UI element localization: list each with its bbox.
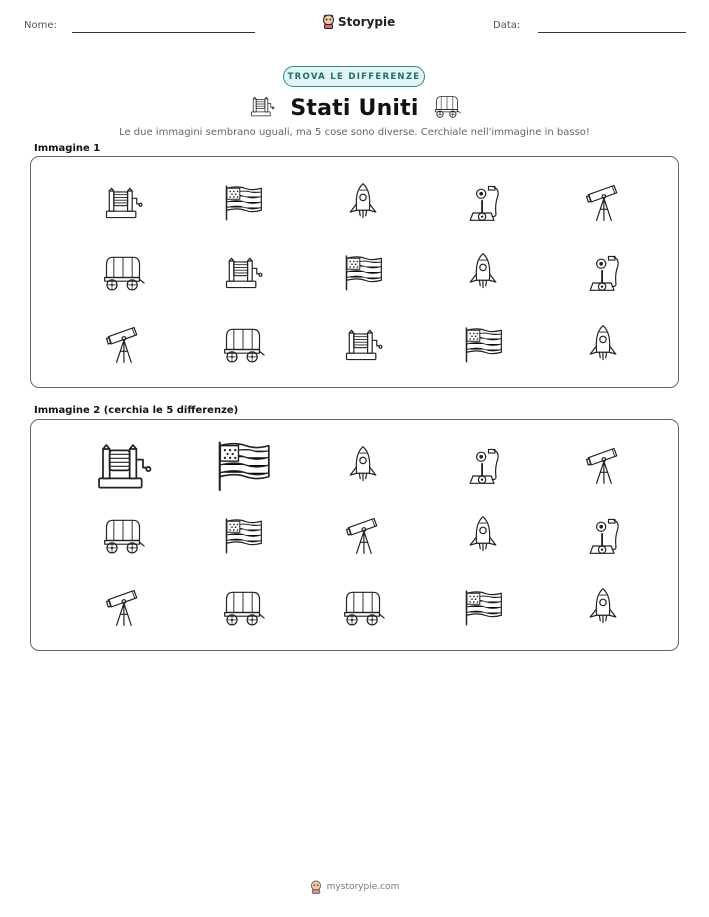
grid-cell [558,313,648,375]
grid-cell [438,241,528,303]
grid-cell[interactable] [438,504,528,566]
date-label: Data: [493,20,521,31]
grid-cell[interactable] [198,576,288,638]
grid-cell [198,241,288,303]
rocket-icon [341,443,385,487]
grid-cell[interactable] [318,576,408,638]
brand-name: Storypie [338,14,396,29]
telescope-icon [341,513,385,557]
rocket-icon [581,585,625,629]
phone-icon [461,443,505,487]
phone-icon [581,250,625,294]
flag-icon [221,513,265,557]
rocket-icon [581,322,625,366]
grid-cell [78,241,168,303]
winch-icon [248,92,276,124]
name-field[interactable] [72,32,255,33]
grid-cell[interactable] [438,576,528,638]
phone-icon [461,180,505,224]
grid-cell[interactable] [78,434,168,496]
telescope-icon [101,322,145,366]
footer [0,880,709,894]
grid-cell[interactable] [558,576,648,638]
title-row [0,92,709,124]
instructions: Le due immagini sembrano uguali, ma 5 cose sono diverse. Cerchiale nell'immagine in basso! [119,127,590,138]
date-field[interactable] [538,32,686,33]
wagon-icon [101,513,145,557]
grid-cell [558,171,648,233]
grid-cell [198,313,288,375]
grid-cell [318,313,408,375]
grid-cell[interactable] [558,434,648,496]
rocket-icon [461,250,505,294]
telescope-icon [581,443,625,487]
winch-icon [91,433,155,497]
flag-icon [461,322,505,366]
page-title: Stati Uniti [290,95,419,121]
storypie-mascot-icon [322,14,335,29]
wagon-icon [341,585,385,629]
flag-icon [461,585,505,629]
winch-icon [221,250,265,294]
grid-cell[interactable] [558,504,648,566]
winch-icon [101,180,145,224]
grid-cell [198,171,288,233]
name-label: Nome: [24,20,57,31]
flag-icon [221,180,265,224]
phone-icon [581,513,625,557]
wagon-icon [101,250,145,294]
wagon-icon [221,585,265,629]
image-2-panel[interactable] [30,419,679,651]
image-1-panel [30,156,679,388]
grid-cell [438,171,528,233]
grid-cell[interactable] [438,434,528,496]
rocket-icon [461,513,505,557]
rocket-icon [341,180,385,224]
grid-cell[interactable] [78,504,168,566]
flag-icon [341,250,385,294]
wagon-icon [433,92,461,124]
grid-cell[interactable] [318,504,408,566]
grid-cell[interactable] [198,504,288,566]
telescope-icon [101,585,145,629]
grid-cell [78,171,168,233]
winch-icon [248,92,276,120]
storypie-mascot-icon [310,880,322,894]
activity-badge: TROVA LE DIFFERENZE [283,66,425,87]
wagon-icon [433,92,461,120]
grid-cell [318,171,408,233]
grid-cell [558,241,648,303]
grid-cell[interactable] [78,576,168,638]
flag-icon [212,434,274,496]
image-1-label: Immagine 1 [34,143,101,154]
grid-cell [438,313,528,375]
wagon-icon [221,322,265,366]
image-2-label: Immagine 2 (cerchia le 5 differenze) [34,405,239,416]
grid-cell [78,313,168,375]
grid-cell[interactable] [198,434,288,496]
grid-cell [318,241,408,303]
winch-icon [341,322,385,366]
telescope-icon [581,180,625,224]
grid-cell[interactable] [318,434,408,496]
brand-logo [322,14,395,29]
footer-url: mystorypie.com [326,882,400,892]
